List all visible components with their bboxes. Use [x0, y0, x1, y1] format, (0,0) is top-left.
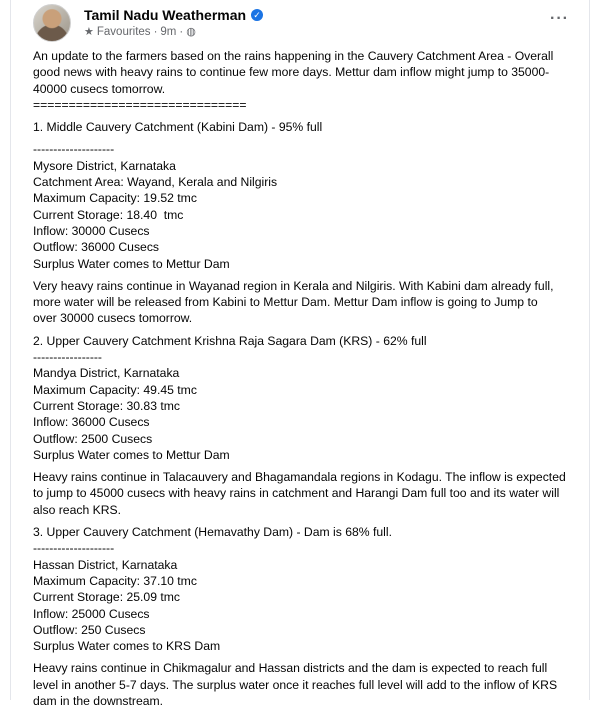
section-detail: Surplus Water comes to Mettur Dam: [33, 447, 230, 462]
section-detail: Current Storage: 30.83 tmc: [33, 398, 180, 413]
section-krs: [33, 333, 569, 518]
section-detail: Hassan District, Karnataka: [33, 557, 178, 572]
section-detail: Current Storage: 18.40 tmc: [33, 207, 184, 222]
section-note-line: Heavy rains continue in Talacauvery and Bhagamandala regions in Kodagu. The inflow is expected: [33, 470, 566, 485]
section-hemavathy: [33, 524, 569, 709]
section-divider: -----------------: [33, 350, 102, 365]
section-detail: Outflow: 250 Cusecs: [33, 622, 146, 637]
author-name[interactable]: Tamil Nadu Weatherman: [84, 7, 247, 23]
section-note-line: dam in the downstream.: [33, 693, 164, 708]
section-detail: Maximum Capacity: 49.45 tmc: [33, 382, 197, 397]
section-divider: --------------------: [33, 541, 115, 556]
verified-badge-icon: ✓: [251, 9, 263, 21]
section-detail: Inflow: 36000 Cusecs: [33, 415, 150, 430]
section-detail: Outflow: 2500 Cusecs: [33, 431, 153, 446]
author-name-row: [84, 7, 263, 23]
section-detail: Outflow: 36000 Cusecs: [33, 240, 160, 255]
section-note-line: more water will be released from Kabini to Mettur Dam. Mettur Dam inflow is going to Jump to: [33, 295, 538, 310]
section-detail: Mandya District, Karnataka: [33, 366, 180, 381]
post-meta: [84, 25, 196, 38]
section-kabini: [33, 119, 569, 327]
intro-separator: ==============================: [33, 97, 247, 112]
section-detail: Mysore District, Karnataka: [33, 158, 176, 173]
intro-line: good news with heavy rains to continue few more days. Mettur dam inflow might jump to 35000-: [33, 65, 550, 80]
meta-separator: ·: [179, 25, 184, 38]
audience-label[interactable]: Favourites: [96, 25, 151, 38]
section-note-line: Very heavy rains continue in Wayanad region in Kerala and Nilgiris. With Kabini dam already full,: [33, 278, 554, 293]
post-header: [11, 0, 589, 44]
intro-line: An update to the farmers based on the rains happening in the Cauvery Catchment Area - Overall: [33, 49, 554, 63]
avatar[interactable]: [33, 4, 71, 42]
section-divider: --------------------: [33, 142, 115, 157]
section-detail: Maximum Capacity: 37.10 tmc: [33, 573, 197, 588]
globe-icon: ◍: [186, 26, 196, 38]
section-note-line: over 30000 cusecs tomorrow.: [33, 311, 193, 326]
post-time[interactable]: 9m: [160, 25, 177, 38]
section-title: 1. Middle Cauvery Catchment (Kabini Dam) - 95% full: [33, 120, 323, 135]
more-options-button[interactable]: ···: [550, 10, 569, 27]
section-detail: Current Storage: 25.09 tmc: [33, 590, 180, 605]
section-note-line: level in another 5-7 days. The surplus water once it reaches full level will add to the inflow of KRS: [33, 677, 558, 692]
section-note-line: Heavy rains continue in Chikmagalur and Hassan districts and the dam is expected to reach full: [33, 661, 548, 676]
intro-paragraph: [33, 48, 569, 113]
section-note-line: to jump to 45000 cusecs with heavy rains in catchment and Harangi Dam full too and its water will: [33, 486, 560, 501]
section-note-line: also reach KRS.: [33, 502, 122, 517]
star-icon: ★: [84, 26, 94, 38]
section-detail: Inflow: 30000 Cusecs: [33, 223, 150, 238]
section-detail: Surplus Water comes to Mettur Dam: [33, 256, 230, 271]
section-title: 2. Upper Cauvery Catchment Krishna Raja Sagara Dam (KRS) - 62% full: [33, 333, 427, 348]
section-title: 3. Upper Cauvery Catchment (Hemavathy Dam) - Dam is 68% full.: [33, 525, 392, 540]
meta-separator: ·: [153, 25, 158, 38]
section-detail: Surplus Water comes to KRS Dam: [33, 639, 221, 654]
intro-line: 40000 cusecs tomorrow.: [33, 81, 166, 96]
section-detail: Catchment Area: Wayand, Kerala and Nilgiris: [33, 175, 278, 190]
post-text: [33, 48, 569, 709]
post-card: [10, 0, 590, 708]
section-detail: Inflow: 25000 Cusecs: [33, 606, 150, 621]
section-detail: Maximum Capacity: 19.52 tmc: [33, 191, 197, 206]
